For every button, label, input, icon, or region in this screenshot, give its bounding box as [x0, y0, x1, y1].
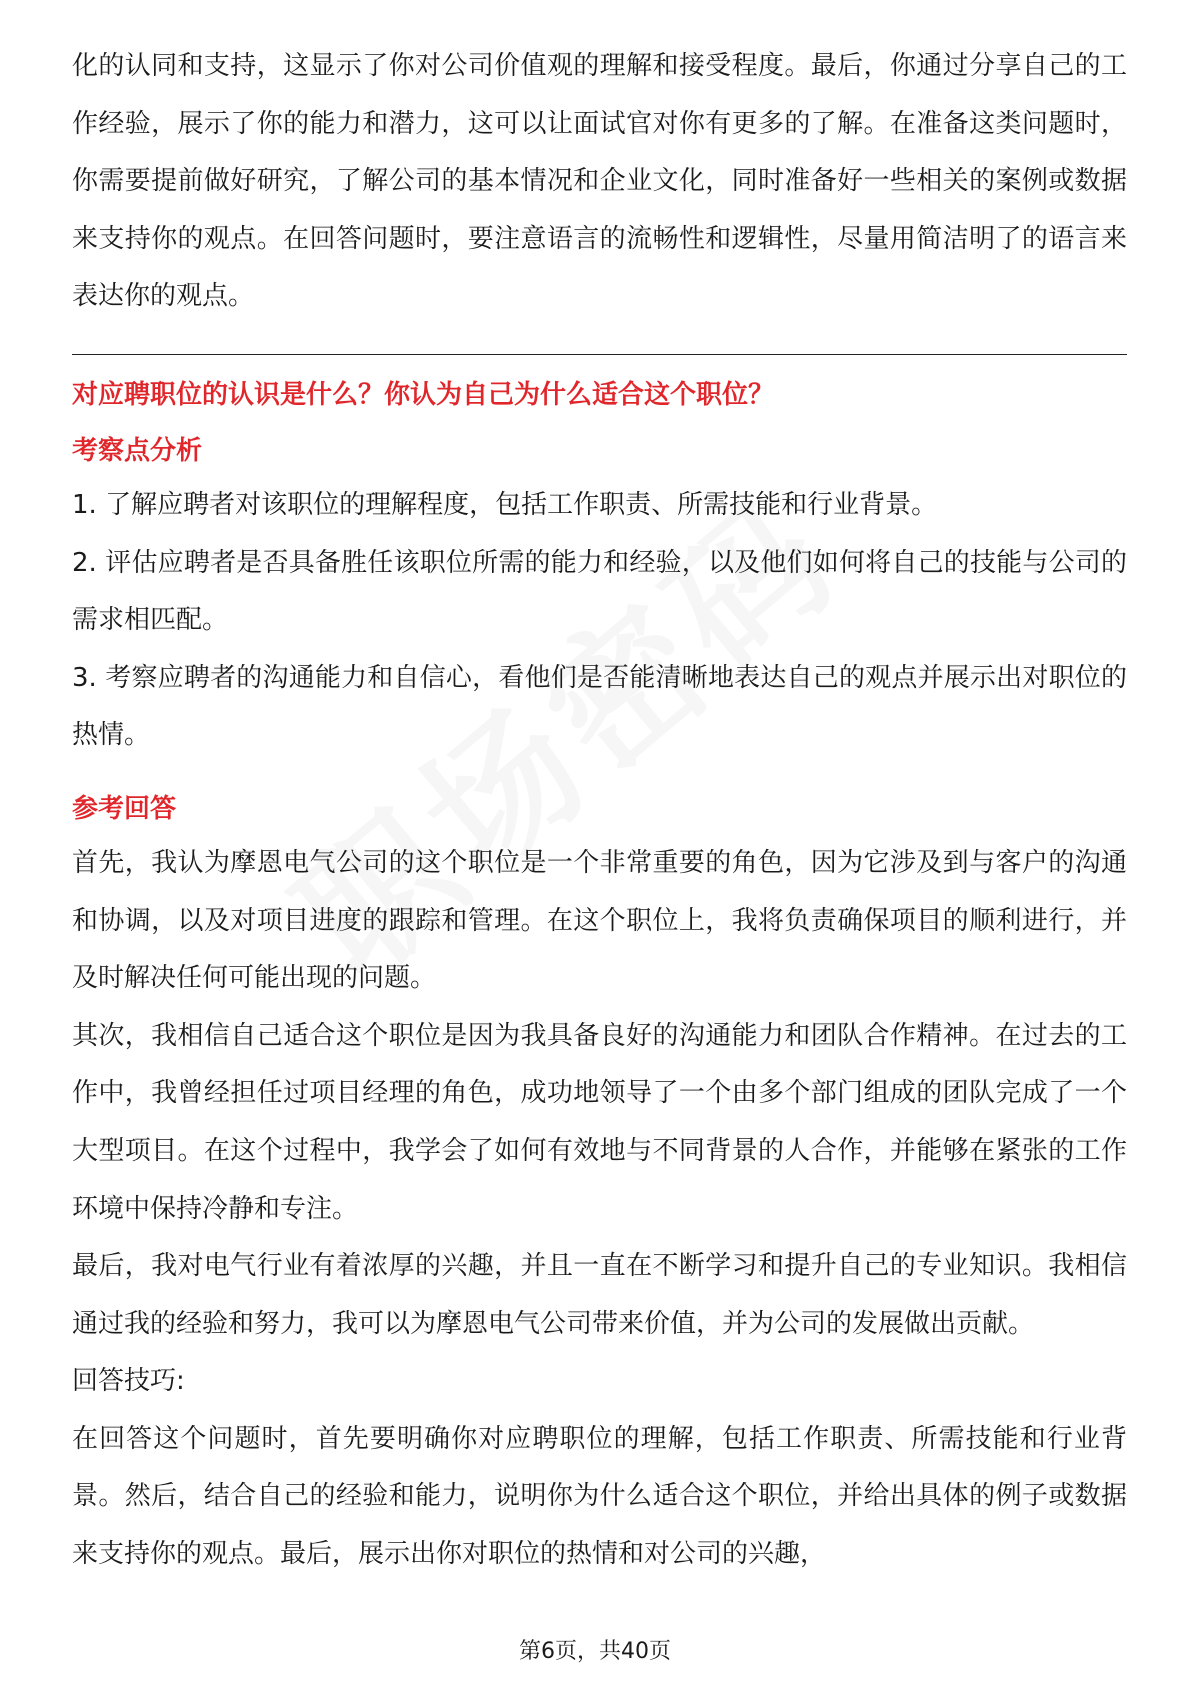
intro-paragraph: 化的认同和支持，这显示了你对公司价值观的理解和接受程度。最后，你通过分享自己的工作经验，展示了你的能力和潜力，这可以让面试官对你有更多的了解。在准备这类问题时，你需要提前做好研究，了解公司的基本情况和企业文化，同时准备好一些相关的案例或数据来支持你的观点。在回答问题时，要注意语言的流畅性和逻辑性，尽量用简洁明了的语言来表达你的观点。 [72, 51, 1127, 312]
answer-paragraph: 其次，我相信自己适合这个职位是因为我具备良好的沟通能力和团队合作精神。在过去的工作中，我曾经担任过项目经理的角色，成功地领导了一个由多个部门组成的团队完成了一个大型项目。在这个过程中，我学会了如何有效地与不同背景的人合作，并能够在紧张的工作环境中保持冷静和专注。 [72, 1020, 1127, 1224]
spacer [72, 765, 1127, 783]
answer-heading: 参考回答 [72, 793, 177, 824]
analysis-item: 3. 考察应聘者的沟通能力和自信心，看他们是否能清晰地表达自己的观点并展示出对职位的热情。 [72, 662, 1127, 751]
question-title: 对应聘职位的认识是什么？你认为自己为什么适合这个职位？ [72, 379, 775, 410]
tips-paragraph: 在回答这个问题时，首先要明确你对应聘职位的理解，包括工作职责、所需技能和行业背景。然后，结合自己的经验和能力，说明你为什么适合这个职位，并给出具体的例子或数据来支持你的观点。最后，展示出你对职位的热情和对公司的兴趣， [72, 1423, 1127, 1570]
analysis-item: 1. 了解应聘者对该职位的理解程度，包括工作职责、所需技能和行业背景。 [72, 489, 938, 520]
tips-label: 回答技巧: [72, 1366, 185, 1397]
analysis-heading: 考察点分析 [72, 435, 203, 466]
document-page [72, 38, 1127, 1584]
section-divider [72, 354, 1127, 355]
answer-paragraph: 最后，我对电气行业有着浓厚的兴趣，并且一直在不断学习和提升自己的专业知识。我相信通过我的经验和努力，我可以为摩恩电气公司带来价值，并为公司的发展做出贡献。 [72, 1251, 1127, 1339]
answer-paragraph: 首先，我认为摩恩电气公司的这个职位是一个非常重要的角色，因为它涉及到与客户的沟通和协调，以及对项目进度的跟踪和管理。在这个职位上，我将负责确保项目的顺利进行，并及时解决任何可能出现的问题。 [72, 847, 1127, 994]
page-footer: 第6页，共40页 [519, 1639, 671, 1664]
analysis-item: 2. 评估应聘者是否具备胜任该职位所需的能力和经验，以及他们如何将自己的技能与公司的需求相匹配。 [72, 547, 1127, 636]
